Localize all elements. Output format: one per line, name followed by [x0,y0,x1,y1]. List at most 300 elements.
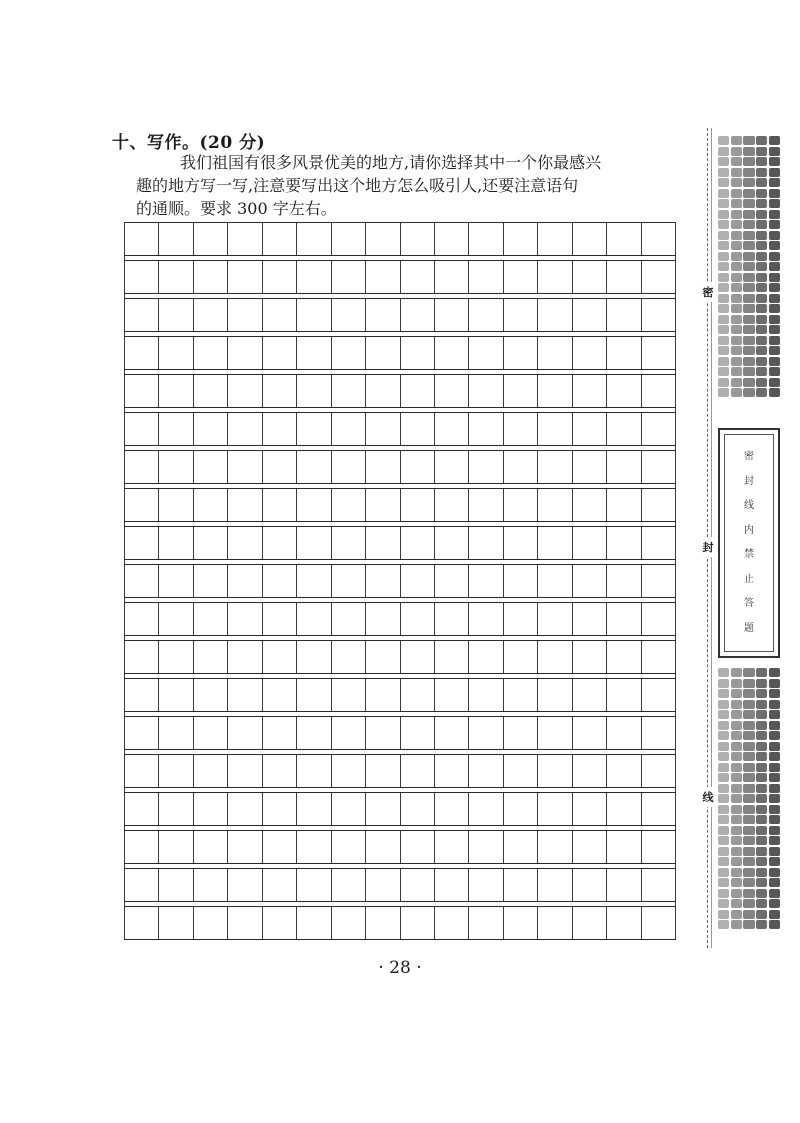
grid-cell[interactable] [193,831,227,863]
grid-cell[interactable] [537,603,571,635]
grid-cell[interactable] [400,755,434,787]
grid-cell[interactable] [158,489,192,521]
grid-cell[interactable] [193,907,227,939]
grid-cell[interactable] [503,451,537,483]
grid-cell[interactable] [400,451,434,483]
grid-cell[interactable] [296,451,330,483]
grid-cell[interactable] [296,755,330,787]
grid-cell[interactable] [262,413,296,445]
grid-cell[interactable] [262,679,296,711]
grid-cell[interactable] [262,831,296,863]
grid-cell[interactable] [262,299,296,331]
grid-cell[interactable] [434,869,468,901]
grid-cell[interactable] [400,527,434,559]
grid-cell[interactable] [124,261,158,293]
grid-cell[interactable] [262,261,296,293]
grid-cell[interactable] [365,717,399,749]
grid-cell[interactable] [227,413,261,445]
grid-cell[interactable] [296,869,330,901]
grid-cell[interactable] [124,375,158,407]
grid-cell[interactable] [434,679,468,711]
grid-cell[interactable] [468,565,502,597]
grid-cell[interactable] [400,261,434,293]
grid-cell[interactable] [365,641,399,673]
grid-cell[interactable] [434,375,468,407]
grid-cell[interactable] [227,907,261,939]
grid-cell[interactable] [572,793,606,825]
grid-cell[interactable] [124,527,158,559]
grid-cell[interactable] [537,755,571,787]
grid-cell[interactable] [434,337,468,369]
grid-cell[interactable] [572,451,606,483]
grid-cell[interactable] [331,527,365,559]
grid-cell[interactable] [331,261,365,293]
grid-cell[interactable] [124,413,158,445]
grid-cell[interactable] [365,831,399,863]
grid-cell[interactable] [227,451,261,483]
grid-cell[interactable] [365,793,399,825]
grid-cell[interactable] [193,717,227,749]
grid-cell[interactable] [503,223,537,255]
grid-cell[interactable] [434,451,468,483]
grid-cell[interactable] [503,755,537,787]
grid-cell[interactable] [537,337,571,369]
grid-cell[interactable] [227,527,261,559]
grid-cell[interactable] [606,755,640,787]
grid-cell[interactable] [365,299,399,331]
grid-cell[interactable] [331,337,365,369]
grid-cell[interactable] [641,451,676,483]
grid-cell[interactable] [227,375,261,407]
grid-cell[interactable] [158,755,192,787]
grid-cell[interactable] [468,793,502,825]
grid-cell[interactable] [468,679,502,711]
grid-cell[interactable] [537,641,571,673]
grid-cell[interactable] [606,451,640,483]
grid-cell[interactable] [193,413,227,445]
grid-cell[interactable] [537,527,571,559]
grid-cell[interactable] [227,565,261,597]
grid-cell[interactable] [641,679,676,711]
grid-cell[interactable] [331,489,365,521]
grid-cell[interactable] [572,869,606,901]
grid-cell[interactable] [641,565,676,597]
grid-cell[interactable] [331,223,365,255]
grid-cell[interactable] [296,603,330,635]
grid-cell[interactable] [400,299,434,331]
grid-cell[interactable] [434,641,468,673]
grid-cell[interactable] [503,413,537,445]
grid-cell[interactable] [193,603,227,635]
grid-cell[interactable] [572,565,606,597]
grid-cell[interactable] [158,223,192,255]
grid-cell[interactable] [124,907,158,939]
grid-cell[interactable] [296,299,330,331]
grid-cell[interactable] [124,603,158,635]
grid-cell[interactable] [262,869,296,901]
grid-cell[interactable] [537,831,571,863]
grid-cell[interactable] [124,717,158,749]
grid-cell[interactable] [227,299,261,331]
grid-cell[interactable] [606,641,640,673]
grid-cell[interactable] [572,755,606,787]
grid-cell[interactable] [606,489,640,521]
grid-cell[interactable] [503,717,537,749]
grid-cell[interactable] [262,907,296,939]
grid-cell[interactable] [296,641,330,673]
grid-cell[interactable] [400,679,434,711]
grid-cell[interactable] [400,565,434,597]
grid-cell[interactable] [503,603,537,635]
grid-cell[interactable] [331,907,365,939]
grid-cell[interactable] [331,641,365,673]
grid-cell[interactable] [124,451,158,483]
grid-cell[interactable] [124,831,158,863]
grid-cell[interactable] [227,641,261,673]
grid-cell[interactable] [193,755,227,787]
grid-cell[interactable] [193,869,227,901]
grid-cell[interactable] [641,641,676,673]
grid-cell[interactable] [606,223,640,255]
grid-cell[interactable] [606,299,640,331]
grid-cell[interactable] [400,793,434,825]
grid-cell[interactable] [572,831,606,863]
grid-cell[interactable] [641,603,676,635]
grid-cell[interactable] [537,717,571,749]
grid-cell[interactable] [193,793,227,825]
grid-cell[interactable] [641,793,676,825]
grid-cell[interactable] [193,451,227,483]
grid-cell[interactable] [262,337,296,369]
grid-cell[interactable] [434,755,468,787]
grid-cell[interactable] [468,261,502,293]
grid-cell[interactable] [158,869,192,901]
grid-cell[interactable] [503,831,537,863]
grid-cell[interactable] [262,451,296,483]
grid-cell[interactable] [572,375,606,407]
grid-cell[interactable] [537,565,571,597]
grid-cell[interactable] [331,717,365,749]
grid-cell[interactable] [262,375,296,407]
grid-cell[interactable] [193,527,227,559]
grid-cell[interactable] [537,451,571,483]
grid-cell[interactable] [193,223,227,255]
grid-cell[interactable] [434,831,468,863]
grid-cell[interactable] [606,907,640,939]
grid-cell[interactable] [537,223,571,255]
grid-cell[interactable] [262,223,296,255]
grid-cell[interactable] [158,717,192,749]
grid-cell[interactable] [193,337,227,369]
grid-cell[interactable] [641,299,676,331]
grid-cell[interactable] [606,793,640,825]
grid-cell[interactable] [262,717,296,749]
grid-cell[interactable] [434,223,468,255]
grid-cell[interactable] [503,375,537,407]
grid-cell[interactable] [641,223,676,255]
grid-cell[interactable] [503,565,537,597]
grid-cell[interactable] [606,717,640,749]
grid-cell[interactable] [331,375,365,407]
grid-cell[interactable] [434,261,468,293]
grid-cell[interactable] [158,261,192,293]
grid-cell[interactable] [227,793,261,825]
grid-cell[interactable] [572,907,606,939]
grid-cell[interactable] [400,489,434,521]
grid-cell[interactable] [296,413,330,445]
grid-cell[interactable] [262,793,296,825]
grid-cell[interactable] [503,793,537,825]
grid-cell[interactable] [227,337,261,369]
grid-cell[interactable] [572,527,606,559]
grid-cell[interactable] [503,489,537,521]
grid-cell[interactable] [606,831,640,863]
grid-cell[interactable] [641,375,676,407]
grid-cell[interactable] [365,907,399,939]
grid-cell[interactable] [572,641,606,673]
grid-cell[interactable] [124,299,158,331]
grid-cell[interactable] [365,679,399,711]
grid-cell[interactable] [572,603,606,635]
grid-cell[interactable] [158,679,192,711]
grid-cell[interactable] [606,603,640,635]
grid-cell[interactable] [124,641,158,673]
grid-cell[interactable] [124,489,158,521]
grid-cell[interactable] [331,565,365,597]
grid-cell[interactable] [606,413,640,445]
grid-cell[interactable] [503,337,537,369]
grid-cell[interactable] [193,641,227,673]
grid-cell[interactable] [158,375,192,407]
grid-cell[interactable] [227,869,261,901]
grid-cell[interactable] [331,755,365,787]
grid-cell[interactable] [227,717,261,749]
grid-cell[interactable] [365,489,399,521]
grid-cell[interactable] [537,375,571,407]
grid-cell[interactable] [400,717,434,749]
grid-cell[interactable] [503,907,537,939]
grid-cell[interactable] [572,299,606,331]
grid-cell[interactable] [331,679,365,711]
grid-cell[interactable] [158,831,192,863]
grid-cell[interactable] [434,793,468,825]
grid-cell[interactable] [296,489,330,521]
grid-cell[interactable] [365,451,399,483]
grid-cell[interactable] [434,717,468,749]
grid-cell[interactable] [227,261,261,293]
grid-cell[interactable] [434,603,468,635]
grid-cell[interactable] [365,527,399,559]
grid-cell[interactable] [400,831,434,863]
grid-cell[interactable] [193,489,227,521]
grid-cell[interactable] [400,869,434,901]
grid-cell[interactable] [331,793,365,825]
grid-cell[interactable] [537,793,571,825]
grid-cell[interactable] [606,869,640,901]
grid-cell[interactable] [641,907,676,939]
grid-cell[interactable] [641,755,676,787]
grid-cell[interactable] [468,299,502,331]
grid-cell[interactable] [158,337,192,369]
grid-cell[interactable] [400,603,434,635]
grid-cell[interactable] [606,527,640,559]
grid-cell[interactable] [641,717,676,749]
grid-cell[interactable] [193,299,227,331]
grid-cell[interactable] [365,375,399,407]
grid-cell[interactable] [468,907,502,939]
grid-cell[interactable] [158,451,192,483]
grid-cell[interactable] [434,413,468,445]
grid-cell[interactable] [193,261,227,293]
grid-cell[interactable] [606,679,640,711]
grid-cell[interactable] [468,869,502,901]
grid-cell[interactable] [365,413,399,445]
grid-cell[interactable] [468,717,502,749]
grid-cell[interactable] [503,679,537,711]
grid-cell[interactable] [468,603,502,635]
grid-cell[interactable] [468,337,502,369]
grid-cell[interactable] [158,641,192,673]
grid-cell[interactable] [193,375,227,407]
grid-cell[interactable] [124,793,158,825]
grid-cell[interactable] [572,489,606,521]
grid-cell[interactable] [158,413,192,445]
grid-cell[interactable] [365,755,399,787]
grid-cell[interactable] [572,261,606,293]
grid-cell[interactable] [158,299,192,331]
grid-cell[interactable] [365,337,399,369]
grid-cell[interactable] [331,603,365,635]
grid-cell[interactable] [572,679,606,711]
grid-cell[interactable] [572,413,606,445]
grid-cell[interactable] [365,261,399,293]
grid-cell[interactable] [262,489,296,521]
grid-cell[interactable] [400,375,434,407]
grid-cell[interactable] [537,489,571,521]
grid-cell[interactable] [331,869,365,901]
grid-cell[interactable] [296,261,330,293]
grid-cell[interactable] [400,907,434,939]
grid-cell[interactable] [365,565,399,597]
grid-cell[interactable] [262,565,296,597]
grid-cell[interactable] [434,299,468,331]
grid-cell[interactable] [468,755,502,787]
grid-cell[interactable] [537,261,571,293]
grid-cell[interactable] [124,869,158,901]
grid-cell[interactable] [434,489,468,521]
grid-cell[interactable] [400,337,434,369]
grid-cell[interactable] [468,641,502,673]
grid-cell[interactable] [537,679,571,711]
grid-cell[interactable] [158,603,192,635]
grid-cell[interactable] [193,679,227,711]
grid-cell[interactable] [331,299,365,331]
grid-cell[interactable] [606,565,640,597]
grid-cell[interactable] [503,641,537,673]
grid-cell[interactable] [262,641,296,673]
grid-cell[interactable] [365,869,399,901]
grid-cell[interactable] [537,299,571,331]
grid-cell[interactable] [193,565,227,597]
grid-cell[interactable] [124,679,158,711]
grid-cell[interactable] [365,223,399,255]
grid-cell[interactable] [503,261,537,293]
grid-cell[interactable] [296,717,330,749]
grid-cell[interactable] [227,831,261,863]
grid-cell[interactable] [468,451,502,483]
grid-cell[interactable] [262,527,296,559]
grid-cell[interactable] [641,413,676,445]
grid-cell[interactable] [400,223,434,255]
grid-cell[interactable] [158,907,192,939]
grid-cell[interactable] [641,869,676,901]
grid-cell[interactable] [365,603,399,635]
grid-cell[interactable] [296,565,330,597]
grid-cell[interactable] [468,223,502,255]
grid-cell[interactable] [227,679,261,711]
writing-grid[interactable] [124,222,676,944]
grid-cell[interactable] [503,869,537,901]
grid-cell[interactable] [227,489,261,521]
grid-cell[interactable] [572,717,606,749]
grid-cell[interactable] [400,641,434,673]
grid-cell[interactable] [296,793,330,825]
grid-cell[interactable] [468,413,502,445]
grid-cell[interactable] [158,527,192,559]
grid-cell[interactable] [296,831,330,863]
grid-cell[interactable] [158,793,192,825]
grid-cell[interactable] [606,337,640,369]
grid-cell[interactable] [572,223,606,255]
grid-cell[interactable] [262,603,296,635]
grid-cell[interactable] [296,527,330,559]
grid-cell[interactable] [503,299,537,331]
grid-cell[interactable] [572,337,606,369]
grid-cell[interactable] [434,565,468,597]
grid-cell[interactable] [537,413,571,445]
grid-cell[interactable] [606,375,640,407]
grid-cell[interactable] [296,907,330,939]
grid-cell[interactable] [158,565,192,597]
grid-cell[interactable] [468,527,502,559]
grid-cell[interactable] [503,527,537,559]
grid-cell[interactable] [227,755,261,787]
grid-cell[interactable] [296,337,330,369]
grid-cell[interactable] [331,831,365,863]
grid-cell[interactable] [124,755,158,787]
grid-cell[interactable] [641,337,676,369]
grid-cell[interactable] [468,375,502,407]
grid-cell[interactable] [296,223,330,255]
grid-cell[interactable] [641,831,676,863]
grid-cell[interactable] [400,413,434,445]
grid-cell[interactable] [296,375,330,407]
grid-cell[interactable] [606,261,640,293]
grid-cell[interactable] [124,223,158,255]
grid-cell[interactable] [641,489,676,521]
grid-cell[interactable] [641,527,676,559]
grid-cell[interactable] [537,907,571,939]
grid-cell[interactable] [331,413,365,445]
grid-cell[interactable] [262,755,296,787]
grid-cell[interactable] [124,337,158,369]
grid-cell[interactable] [434,907,468,939]
grid-cell[interactable] [468,831,502,863]
grid-cell[interactable] [124,565,158,597]
grid-cell[interactable] [641,261,676,293]
grid-cell[interactable] [296,679,330,711]
grid-cell[interactable] [331,451,365,483]
